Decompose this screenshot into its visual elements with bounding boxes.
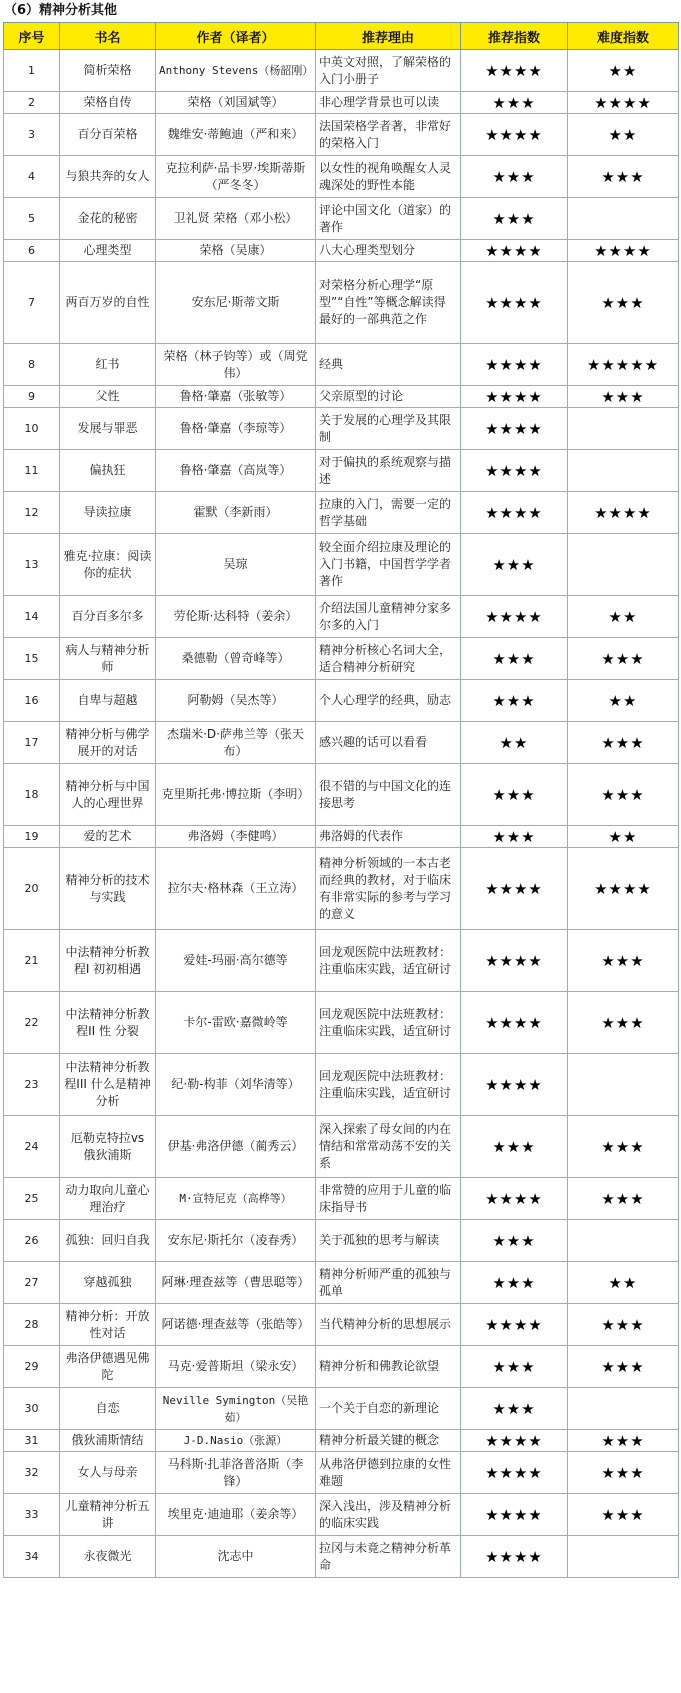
recommend-stars: ★★★★ <box>461 262 568 344</box>
book-author: 桑德勒（曾奇峰等） <box>156 638 316 680</box>
book-author: 马克·爱普斯坦（梁永安） <box>156 1346 316 1388</box>
book-title: 百分百荣格 <box>60 114 156 156</box>
table-row <box>4 1220 679 1262</box>
book-author: 安东尼·斯蒂文斯 <box>156 262 316 344</box>
table-row <box>4 492 679 534</box>
book-reason: 非常赞的应用于儿童的临床指导书 <box>316 1178 461 1220</box>
table-row <box>4 156 679 198</box>
book-author: J-D.Nasio（张源） <box>156 1430 316 1452</box>
book-reason: 回龙观医院中法班教材：注重临床实践，适宜研讨 <box>316 992 461 1054</box>
recommend-stars: ★★★ <box>461 1388 568 1430</box>
book-title: 父性 <box>60 386 156 408</box>
book-author: 沈志中 <box>156 1536 316 1578</box>
book-reason: 回龙观医院中法班教材：注重临床实践，适宜研讨 <box>316 930 461 992</box>
table-row <box>4 534 679 596</box>
book-author: M·宣特尼克（高桦等） <box>156 1178 316 1220</box>
recommend-stars: ★★★★ <box>461 1304 568 1346</box>
row-number: 24 <box>4 1116 60 1178</box>
book-author: 杰瑞米·D·萨弗兰等（张天布） <box>156 722 316 764</box>
table-row <box>4 1430 679 1452</box>
row-number: 29 <box>4 1346 60 1388</box>
recommend-stars: ★★★★ <box>461 1178 568 1220</box>
header-row <box>4 23 679 50</box>
difficulty-stars: ★★★ <box>568 1116 679 1178</box>
book-title: 俄狄浦斯情结 <box>60 1430 156 1452</box>
book-author: Neville Symington（吴艳茹） <box>156 1388 316 1430</box>
table-row <box>4 930 679 992</box>
book-reason: 法国荣格学者著，非常好的荣格入门 <box>316 114 461 156</box>
difficulty-stars: ★★★ <box>568 262 679 344</box>
book-title: 发展与罪恶 <box>60 408 156 450</box>
row-number: 34 <box>4 1536 60 1578</box>
book-title: 两百万岁的自性 <box>60 262 156 344</box>
difficulty-stars: ★★ <box>568 596 679 638</box>
book-title: 厄勒克特拉vs 俄狄浦斯 <box>60 1116 156 1178</box>
difficulty-stars <box>568 534 679 596</box>
book-author: 爱娃-玛丽·高尔德等 <box>156 930 316 992</box>
table-row <box>4 680 679 722</box>
difficulty-stars: ★★★★ <box>568 492 679 534</box>
row-number: 13 <box>4 534 60 596</box>
book-reason: 关于发展的心理学及其限制 <box>316 408 461 450</box>
recommend-stars: ★★★★ <box>461 240 568 262</box>
book-title: 动力取向儿童心理治疗 <box>60 1178 156 1220</box>
book-author: 鲁格·肇嘉（李琼等） <box>156 408 316 450</box>
row-number: 26 <box>4 1220 60 1262</box>
book-author: 阿琳·理查兹等（曹思聪等） <box>156 1262 316 1304</box>
row-number: 27 <box>4 1262 60 1304</box>
table-row <box>4 826 679 848</box>
row-number: 32 <box>4 1452 60 1494</box>
difficulty-stars: ★★★★ <box>568 92 679 114</box>
book-author: 克里斯托弗·博拉斯（李明） <box>156 764 316 826</box>
difficulty-stars: ★★ <box>568 1262 679 1304</box>
book-title: 弗洛伊德遇见佛陀 <box>60 1346 156 1388</box>
table-row <box>4 408 679 450</box>
book-author: 安东尼·斯托尔（凌春秀） <box>156 1220 316 1262</box>
row-number: 30 <box>4 1388 60 1430</box>
book-reason: 拉康的入门，需要一定的哲学基础 <box>316 492 461 534</box>
row-number: 28 <box>4 1304 60 1346</box>
row-number: 17 <box>4 722 60 764</box>
book-reason: 深入浅出，涉及精神分析的临床实践 <box>316 1494 461 1536</box>
row-number: 7 <box>4 262 60 344</box>
recommend-stars: ★★★★ <box>461 344 568 386</box>
table-row <box>4 114 679 156</box>
book-reason: 评论中国文化（道家）的著作 <box>316 198 461 240</box>
book-title: 精神分析：开放性对话 <box>60 1304 156 1346</box>
table-row <box>4 638 679 680</box>
book-title: 与狼共奔的女人 <box>60 156 156 198</box>
book-reason: 精神分析最关键的概念 <box>316 1430 461 1452</box>
book-reason: 八大心理类型划分 <box>316 240 461 262</box>
difficulty-stars: ★★ <box>568 680 679 722</box>
row-number: 10 <box>4 408 60 450</box>
difficulty-stars: ★★★ <box>568 1494 679 1536</box>
book-reason: 经典 <box>316 344 461 386</box>
recommend-stars: ★★★★ <box>461 992 568 1054</box>
table-row <box>4 1304 679 1346</box>
difficulty-stars <box>568 408 679 450</box>
row-number: 22 <box>4 992 60 1054</box>
table-row <box>4 1054 679 1116</box>
book-title: 百分百多尔多 <box>60 596 156 638</box>
book-reason: 关于孤独的思考与解读 <box>316 1220 461 1262</box>
book-reason: 拉冈与未竟之精神分析革命 <box>316 1536 461 1578</box>
difficulty-stars: ★★★★ <box>568 848 679 930</box>
book-reason: 以女性的视角唤醒女人灵魂深处的野性本能 <box>316 156 461 198</box>
recommend-stars: ★★★★ <box>461 492 568 534</box>
row-number: 14 <box>4 596 60 638</box>
book-author: 荣格（吴康） <box>156 240 316 262</box>
difficulty-stars: ★★★★★ <box>568 344 679 386</box>
book-table <box>3 22 679 1578</box>
recommend-stars: ★★★ <box>461 92 568 114</box>
difficulty-stars: ★★★ <box>568 1304 679 1346</box>
row-number: 31 <box>4 1430 60 1452</box>
recommend-stars: ★★★★ <box>461 1054 568 1116</box>
table-row <box>4 344 679 386</box>
recommend-stars: ★★★ <box>461 680 568 722</box>
book-reason: 父亲原型的讨论 <box>316 386 461 408</box>
book-title: 精神分析的技术与实践 <box>60 848 156 930</box>
book-author: 劳伦斯·达科特（姜余） <box>156 596 316 638</box>
difficulty-stars: ★★★ <box>568 638 679 680</box>
header-diff: 难度指数 <box>568 23 679 50</box>
book-title: 自恋 <box>60 1388 156 1430</box>
book-title: 中法精神分析教程I 初初相遇 <box>60 930 156 992</box>
row-number: 20 <box>4 848 60 930</box>
book-title: 荣格自传 <box>60 92 156 114</box>
recommend-stars: ★★★ <box>461 534 568 596</box>
row-number: 2 <box>4 92 60 114</box>
recommend-stars: ★★★★ <box>461 386 568 408</box>
recommend-stars: ★★★ <box>461 1346 568 1388</box>
recommend-stars: ★★★★ <box>461 408 568 450</box>
book-title: 永夜微光 <box>60 1536 156 1578</box>
row-number: 1 <box>4 50 60 92</box>
table-row <box>4 1388 679 1430</box>
table-row <box>4 1262 679 1304</box>
book-reason: 个人心理学的经典，励志 <box>316 680 461 722</box>
book-title: 金花的秘密 <box>60 198 156 240</box>
book-reason: 非心理学背景也可以读 <box>316 92 461 114</box>
recommend-stars: ★★★ <box>461 1262 568 1304</box>
table-row <box>4 1452 679 1494</box>
table-row <box>4 848 679 930</box>
book-title: 中法精神分析教程II 性 分裂 <box>60 992 156 1054</box>
book-author: 鲁格·肇嘉（高岚等） <box>156 450 316 492</box>
difficulty-stars: ★★ <box>568 50 679 92</box>
table-row <box>4 992 679 1054</box>
table-row <box>4 50 679 92</box>
difficulty-stars: ★★★ <box>568 386 679 408</box>
difficulty-stars: ★★★★ <box>568 240 679 262</box>
row-number: 4 <box>4 156 60 198</box>
header-rec: 推荐指数 <box>461 23 568 50</box>
section-title: （6）精神分析其他 <box>4 3 118 18</box>
recommend-stars: ★★★ <box>461 826 568 848</box>
book-reason: 深入探索了母女间的内在情结和常常动荡不安的关系 <box>316 1116 461 1178</box>
table-row <box>4 386 679 408</box>
table-row <box>4 1536 679 1578</box>
table-row <box>4 450 679 492</box>
book-author: 纪·勒-构菲（刘华清等） <box>156 1054 316 1116</box>
row-number: 15 <box>4 638 60 680</box>
book-author: 埃里克·迪迪耶（姜余等） <box>156 1494 316 1536</box>
difficulty-stars <box>568 450 679 492</box>
recommend-stars: ★★★ <box>461 1116 568 1178</box>
difficulty-stars: ★★★ <box>568 764 679 826</box>
table-row <box>4 1346 679 1388</box>
table-row <box>4 1116 679 1178</box>
recommend-stars: ★★★★ <box>461 1430 568 1452</box>
book-title: 红书 <box>60 344 156 386</box>
header-no: 序号 <box>4 23 60 50</box>
row-number: 12 <box>4 492 60 534</box>
book-title: 雅克·拉康：阅读你的症状 <box>60 534 156 596</box>
table-row <box>4 764 679 826</box>
table-row <box>4 198 679 240</box>
difficulty-stars: ★★★ <box>568 1430 679 1452</box>
row-number: 18 <box>4 764 60 826</box>
book-author: 阿诺德·理查兹等（张皓等） <box>156 1304 316 1346</box>
book-title: 自卑与超越 <box>60 680 156 722</box>
book-author: 拉尔夫·格林森（王立涛） <box>156 848 316 930</box>
difficulty-stars <box>568 1054 679 1116</box>
recommend-stars: ★★★★ <box>461 1494 568 1536</box>
row-number: 6 <box>4 240 60 262</box>
book-reason: 当代精神分析的思想展示 <box>316 1304 461 1346</box>
recommend-stars: ★★★★ <box>461 1536 568 1578</box>
book-reason: 对于偏执的系统观察与描述 <box>316 450 461 492</box>
difficulty-stars: ★★★ <box>568 1178 679 1220</box>
difficulty-stars <box>568 1536 679 1578</box>
book-reason: 很不错的与中国文化的连接思考 <box>316 764 461 826</box>
book-title: 儿童精神分析五讲 <box>60 1494 156 1536</box>
row-number: 3 <box>4 114 60 156</box>
book-title: 精神分析与中国人的心理世界 <box>60 764 156 826</box>
book-author: 阿勒姆（吴杰等） <box>156 680 316 722</box>
book-reason: 精神分析师严重的孤独与孤单 <box>316 1262 461 1304</box>
table-row <box>4 1494 679 1536</box>
difficulty-stars: ★★ <box>568 114 679 156</box>
row-number: 33 <box>4 1494 60 1536</box>
recommend-stars: ★★★★ <box>461 50 568 92</box>
difficulty-stars: ★★★ <box>568 722 679 764</box>
row-number: 23 <box>4 1054 60 1116</box>
book-reason: 精神分析核心名词大全，适合精神分析研究 <box>316 638 461 680</box>
book-title: 病人与精神分析师 <box>60 638 156 680</box>
row-number: 5 <box>4 198 60 240</box>
book-title: 偏执狂 <box>60 450 156 492</box>
row-number: 19 <box>4 826 60 848</box>
difficulty-stars <box>568 1220 679 1262</box>
book-reason: 介绍法国儿童精神分家多尔多的入门 <box>316 596 461 638</box>
book-title: 中法精神分析教程III 什么是精神分析 <box>60 1054 156 1116</box>
book-author: 吴琼 <box>156 534 316 596</box>
book-author: 马科斯·扎菲洛普洛斯（李锋） <box>156 1452 316 1494</box>
book-author: 荣格（刘国斌等） <box>156 92 316 114</box>
book-title: 孤独：回归自我 <box>60 1220 156 1262</box>
recommend-stars: ★★★★ <box>461 930 568 992</box>
book-reason: 对荣格分析心理学“原型”“自性”等概念解读得最好的一部典范之作 <box>316 262 461 344</box>
book-title: 女人与母亲 <box>60 1452 156 1494</box>
difficulty-stars: ★★★ <box>568 156 679 198</box>
book-author: 卡尔-雷欧·嘉微岭等 <box>156 992 316 1054</box>
book-title: 心理类型 <box>60 240 156 262</box>
book-title: 穿越孤独 <box>60 1262 156 1304</box>
book-reason: 精神分析和佛教论欲望 <box>316 1346 461 1388</box>
book-reason: 感兴趣的话可以看看 <box>316 722 461 764</box>
book-author: 霍默（李新雨） <box>156 492 316 534</box>
book-title: 简析荣格 <box>60 50 156 92</box>
recommend-stars: ★★★ <box>461 764 568 826</box>
recommend-stars: ★★★ <box>461 156 568 198</box>
table-row <box>4 92 679 114</box>
table-row <box>4 1178 679 1220</box>
book-author: 弗洛姆（李健鸣） <box>156 826 316 848</box>
row-number: 8 <box>4 344 60 386</box>
book-author: 卫礼贤 荣格（邓小松） <box>156 198 316 240</box>
row-number: 16 <box>4 680 60 722</box>
book-title: 导读拉康 <box>60 492 156 534</box>
row-number: 21 <box>4 930 60 992</box>
difficulty-stars: ★★★ <box>568 930 679 992</box>
recommend-stars: ★★★★ <box>461 450 568 492</box>
row-number: 11 <box>4 450 60 492</box>
difficulty-stars <box>568 198 679 240</box>
recommend-stars: ★★ <box>461 722 568 764</box>
book-author: Anthony Stevens（杨韶刚） <box>156 50 316 92</box>
table-row <box>4 722 679 764</box>
header-author: 作者（译者） <box>156 23 316 50</box>
difficulty-stars <box>568 1388 679 1430</box>
book-author: 克拉利萨·品卡罗·埃斯蒂斯（严冬冬） <box>156 156 316 198</box>
book-author: 荣格（林子钧等）或（周党伟） <box>156 344 316 386</box>
table-row <box>4 596 679 638</box>
recommend-stars: ★★★★ <box>461 596 568 638</box>
row-number: 9 <box>4 386 60 408</box>
book-author: 伊基·弗洛伊德（蔺秀云） <box>156 1116 316 1178</box>
difficulty-stars: ★★★ <box>568 992 679 1054</box>
table-row <box>4 262 679 344</box>
book-author: 鲁格·肇嘉（张敏等） <box>156 386 316 408</box>
row-number: 25 <box>4 1178 60 1220</box>
book-reason: 精神分析领域的一本古老而经典的教材，对于临床有非常实际的参考与学习的意义 <box>316 848 461 930</box>
table-body <box>4 50 679 1578</box>
book-title: 精神分析与佛学展开的对话 <box>60 722 156 764</box>
book-reason: 从弗洛伊德到拉康的女性难题 <box>316 1452 461 1494</box>
recommend-stars: ★★★ <box>461 198 568 240</box>
header-book: 书名 <box>60 23 156 50</box>
recommend-stars: ★★★ <box>461 1220 568 1262</box>
book-reason: 较全面介绍拉康及理论的入门书籍，中国哲学学者著作 <box>316 534 461 596</box>
book-reason: 中英文对照，了解荣格的入门小册子 <box>316 50 461 92</box>
header-reason: 推荐理由 <box>316 23 461 50</box>
difficulty-stars: ★★★ <box>568 1452 679 1494</box>
recommend-stars: ★★★★ <box>461 1452 568 1494</box>
recommend-stars: ★★★ <box>461 638 568 680</box>
book-author: 魏维安·蒂鲍迪（严和来） <box>156 114 316 156</box>
difficulty-stars: ★★★ <box>568 1346 679 1388</box>
recommend-stars: ★★★★ <box>461 848 568 930</box>
book-reason: 一个关于自恋的新理论 <box>316 1388 461 1430</box>
table-row <box>4 240 679 262</box>
book-title: 爱的艺术 <box>60 826 156 848</box>
difficulty-stars: ★★ <box>568 826 679 848</box>
book-reason: 弗洛姆的代表作 <box>316 826 461 848</box>
recommend-stars: ★★★★ <box>461 114 568 156</box>
book-reason: 回龙观医院中法班教材：注重临床实践，适宜研讨 <box>316 1054 461 1116</box>
